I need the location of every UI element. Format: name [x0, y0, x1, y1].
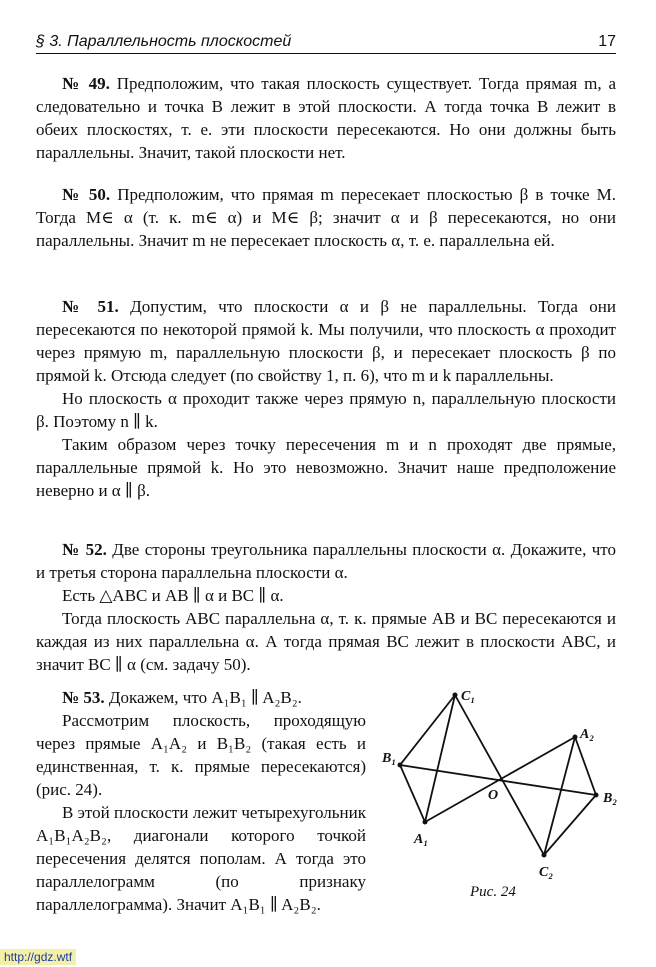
problem-53-text-1: Докажем, что A₁B₁ ∥ A₂B₂. — [104, 688, 302, 707]
label-b2: B₂ — [603, 791, 618, 806]
label-c1: C₁ — [461, 689, 476, 704]
problem-51-text-3: Таким образом через точку пересечения m и n проходят две прямые, параллельные прямой k. Но это невозможно. Значит наше предположение неверно и α ∥ β. — [36, 435, 616, 500]
problem-53-text-2: Рассмотрим плоскость, проходящую через прямые A₁A₂ и B₁B₂ (такая есть и единственная, т. к. прямые пересекаются) (рис. 24). — [36, 711, 366, 799]
label-b1: B₁ — [382, 751, 397, 766]
figure-lines — [400, 695, 596, 855]
source-link[interactable]: http://gdz.wtf — [0, 949, 76, 965]
segment-a1-a2 — [425, 737, 575, 822]
point-b2 — [594, 793, 599, 798]
problem-51-label: № 51. — [62, 297, 119, 316]
problem-53-text-3: В этой плоскости лежит четырехугольник A₁B₁A₂B₂, диагонали которого точкой пересечения делятся пополам. А тогда это параллелограмм (по признаку параллелограмма). Значит A₁B₁ ∥ A₂B₂. — [36, 803, 366, 914]
point-b1 — [398, 763, 403, 768]
problem-52-text-1: Две стороны треугольника параллельны плоскости α. Докажите, что и третья сторона параллельна плоскости α. — [36, 540, 616, 582]
segment-a2-b2 — [575, 737, 596, 795]
problem-50-label: № 50. — [62, 185, 111, 204]
problem-49 — [36, 72, 616, 164]
problem-50-text: Предположим, что прямая m пересекает плоскостью β в точке M. Тогда M∈ α (т. к. m∈ α) и M∈ β; значит α и β пересекаются, но они параллельны. Значит m не пересекает плоскость α, т. е. параллельна ей. — [36, 185, 616, 250]
point-a2 — [573, 735, 578, 740]
label-o: O — [488, 788, 499, 803]
problem-51 — [36, 295, 616, 502]
figure-labels — [381, 689, 617, 880]
section-title: § 3. Параллельность плоскостей — [36, 33, 292, 50]
problem-52-text-2: Есть △ABC и AB ∥ α и BC ∥ α. — [62, 586, 284, 605]
running-header — [36, 33, 616, 54]
label-c2: C₂ — [539, 865, 554, 880]
problem-49-text: Предположим, что такая плоскость существует. Тогда прямая m, а следовательно и точка B лежит в этой плоскости. А тогда точка B лежит в обеих плоскостях, т. е. эти плоскости пересекаются. Но они должны быть параллельны. Значит, такой плоскости нет. — [36, 74, 616, 162]
figure-caption: Рис. 24 — [470, 884, 516, 900]
problem-49-label: № 49. — [62, 74, 110, 93]
problem-53 — [36, 686, 366, 916]
problem-52-text-3: Тогда плоскость ABC параллельна α, т. к. прямые AB и BC пересекаются и каждая из них параллельна α. А тогда прямая BC лежит в плоскости ABC, и значит BC ∥ α (см. задачу 50). — [36, 609, 616, 674]
problem-50 — [36, 183, 616, 252]
page-number: 17 — [598, 33, 616, 50]
point-a1 — [423, 820, 428, 825]
point-c1 — [453, 693, 458, 698]
problem-51-text-2: Но плоскость α проходит также через прямую n, параллельную плоскости β. Поэтому n ∥ k. — [36, 389, 616, 431]
problem-51-text-1: Допустим, что плоскости α и β не параллельны. Тогда они пересекаются по некоторой прямой k. Мы получили, что плоскость α проходит через прямую m, параллельную плоскости β, и пересекает плоскость β по прямой k. Отсюда следует (по свойству 1, п. 6), что m и k параллельны. — [36, 297, 616, 385]
segment-b1-a1 — [400, 765, 425, 822]
label-a1: A₁ — [414, 832, 429, 847]
problem-53-label: № 53. — [62, 688, 105, 707]
label-a2: A₂ — [580, 727, 595, 742]
problem-52-label: № 52. — [62, 540, 107, 559]
point-c2 — [542, 853, 547, 858]
figure-24-diagram — [378, 686, 628, 886]
problem-52 — [36, 538, 616, 676]
